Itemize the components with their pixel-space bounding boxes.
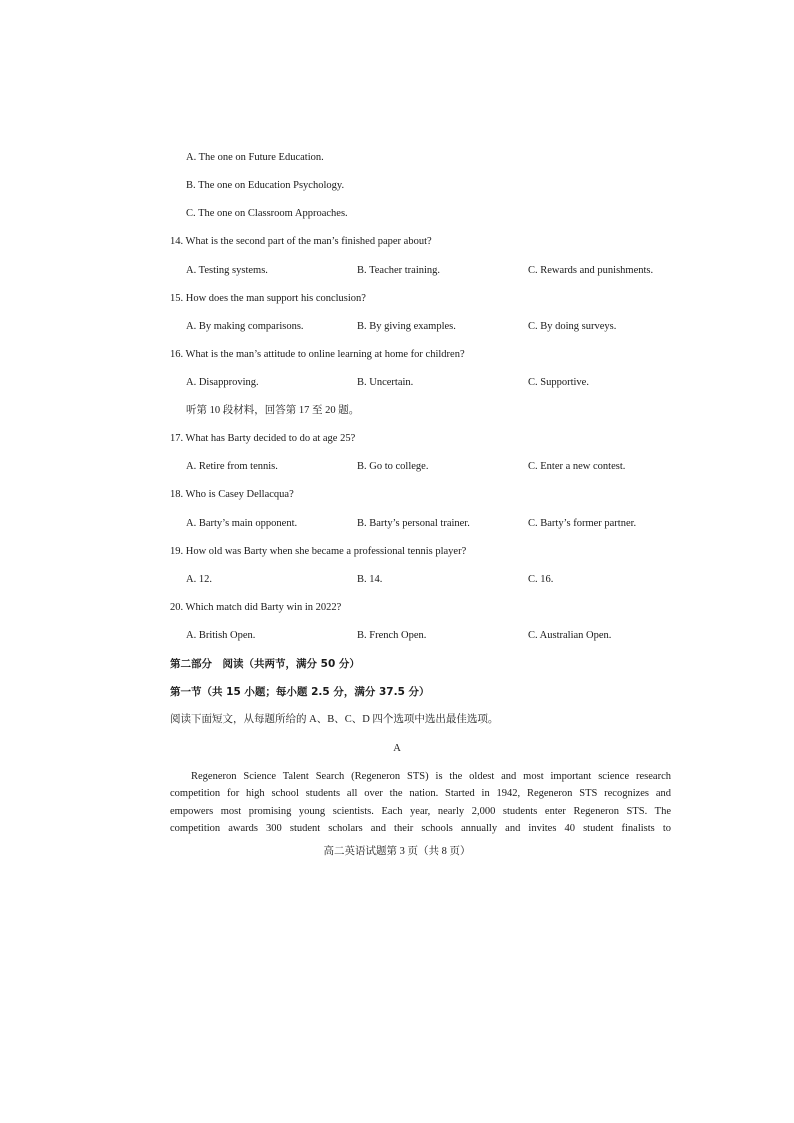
option-a: A. Barty’s main opponent.	[186, 518, 298, 529]
question-stem: 18. Who is Casey Dellacqua?	[170, 489, 294, 500]
option-a: A. Testing systems.	[186, 265, 268, 276]
q13-option-a: A. The one on Future Education.	[186, 152, 324, 163]
option-c: C. Rewards and punishments.	[528, 265, 654, 276]
option-a: A. Retire from tennis.	[186, 461, 278, 472]
question-stem: 14. What is the second part of the man’s finished paper about?	[170, 236, 432, 247]
option-b: B. Uncertain.	[357, 377, 414, 388]
question-stem: 17. What has Barty decided to do at age 25?	[170, 433, 356, 444]
option-b: B. By giving examples.	[357, 321, 456, 332]
option-b: B. Go to college.	[357, 461, 429, 472]
option-b: B. Teacher training.	[357, 265, 441, 276]
option-a: A. Disapproving.	[186, 377, 259, 388]
passage-line: empowers most promising young scientists. Each year, nearly 2,000 students enter Regeneron STS. The	[170, 805, 671, 817]
option-c: C. Australian Open.	[528, 630, 612, 641]
option-c: C. Supportive.	[528, 377, 589, 388]
section1-heading: 第一节（共 15 小题；每小题 2.5 分，满分 37.5 分）	[170, 686, 430, 698]
question-stem: 16. What is the man’s attitude to online learning at home for children?	[170, 349, 465, 360]
page-footer: 高二英语试题第 3 页（共 8 页）	[323, 846, 471, 857]
part2-heading: 第二部分 阅读（共两节，满分 50 分）	[170, 658, 360, 670]
passage-label: A	[393, 743, 401, 754]
option-a: A. By making comparisons.	[186, 321, 304, 332]
question-stem: 19. How old was Barty when she became a professional tennis player?	[170, 546, 467, 557]
passage-line: Regeneron Science Talent Search (Regeneron STS) is the oldest and most important science research	[191, 771, 671, 782]
passage-text	[170, 768, 671, 837]
option-c: C. 16.	[528, 574, 554, 585]
option-c: C. Barty’s former partner.	[528, 518, 637, 529]
option-a: A. 12.	[186, 574, 212, 585]
option-a: A. British Open.	[186, 630, 256, 641]
passage-line: competition for high school students all over the nation. Started in 1942, Regeneron STS recognizes and	[170, 788, 671, 800]
option-b: B. Barty’s personal trainer.	[357, 518, 470, 529]
reading-instruction: 阅读下面短文，从每题所给的 A、B、C、D 四个选项中选出最佳选项。	[170, 714, 499, 725]
question-stem: 20. Which match did Barty win in 2022?	[170, 602, 342, 613]
passage-line: competition awards 300 student scholars and their schools annually and invites 40 student finalists to	[170, 822, 671, 834]
listening-instruction: 听第 10 段材料，回答第 17 至 20 题。	[186, 405, 360, 416]
option-b: B. 14.	[357, 574, 383, 585]
option-b: B. French Open.	[357, 630, 427, 641]
option-c: C. Enter a new contest.	[528, 461, 626, 472]
q13-option-c: C. The one on Classroom Approaches.	[186, 208, 348, 219]
question-stem: 15. How does the man support his conclusion?	[170, 293, 366, 304]
q13-option-b: B. The one on Education Psychology.	[186, 180, 345, 191]
option-c: C. By doing surveys.	[528, 321, 617, 332]
